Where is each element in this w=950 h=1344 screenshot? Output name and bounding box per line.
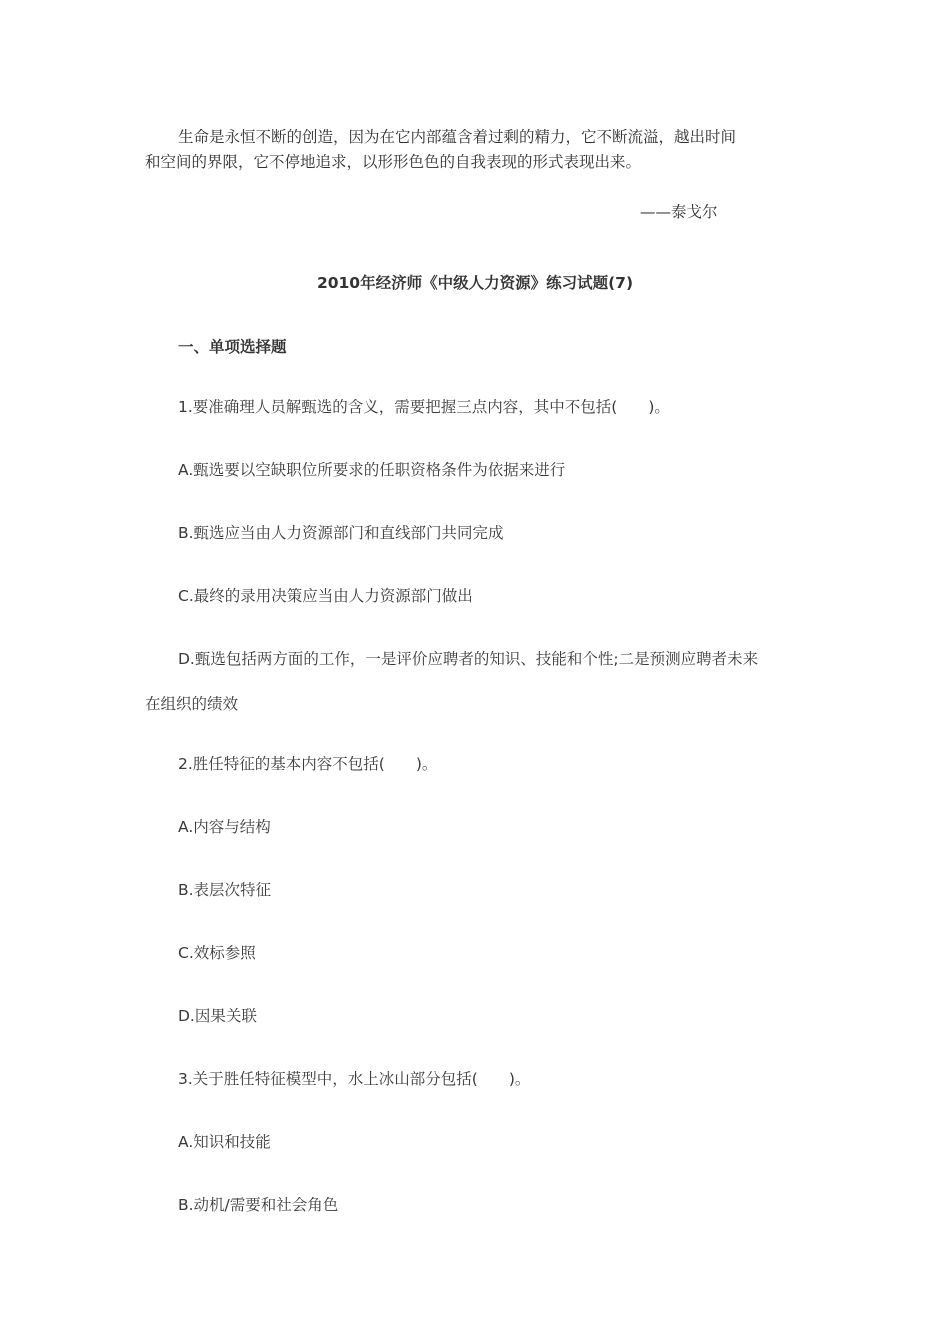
question-1-option-a: A.甄选要以空缺职位所要求的任职资格条件为依据来进行 bbox=[178, 461, 566, 479]
question-1-option-b: B.甄选应当由人力资源部门和直线部门共同完成 bbox=[178, 524, 504, 542]
quote-author: ——泰戈尔 bbox=[640, 203, 718, 221]
question-1-option-c: C.最终的录用决策应当由人力资源部门做出 bbox=[178, 587, 473, 605]
question-2-stem: 2.胜任特征的基本内容不包括( )。 bbox=[178, 755, 438, 773]
question-3-option-a: A.知识和技能 bbox=[178, 1133, 271, 1151]
question-2-option-b: B.表层次特征 bbox=[178, 881, 272, 899]
question-2-option-c: C.效标参照 bbox=[178, 944, 256, 962]
question-2-option-a: A.内容与结构 bbox=[178, 818, 271, 836]
quote-line-2: 和空间的界限，它不停地追求，以形形色色的自我表现的形式表现出来。 bbox=[145, 153, 642, 171]
section-heading: 一、单项选择题 bbox=[178, 338, 287, 356]
question-2-option-d: D.因果关联 bbox=[178, 1007, 257, 1025]
question-3-option-b: B.动机/需要和社会角色 bbox=[178, 1196, 339, 1214]
question-3-stem: 3.关于胜任特征模型中，水上冰山部分包括( )。 bbox=[178, 1070, 531, 1088]
quote-line-1: 生命是永恒不断的创造，因为在它内部蕴含着过剩的精力，它不断流溢，越出时间 bbox=[178, 128, 737, 146]
page-title: 2010年经济师《中级人力资源》练习试题(7) bbox=[316, 274, 634, 292]
question-1-option-d-continuation: 在组织的绩效 bbox=[145, 695, 239, 713]
question-1-option-d: D.甄选包括两方面的工作，一是评价应聘者的知识、技能和个性;二是预测应聘者未来 bbox=[178, 650, 759, 668]
question-1-stem: 1.要准确理人员解甄选的含义，需要把握三点内容，其中不包括( )。 bbox=[178, 398, 670, 416]
